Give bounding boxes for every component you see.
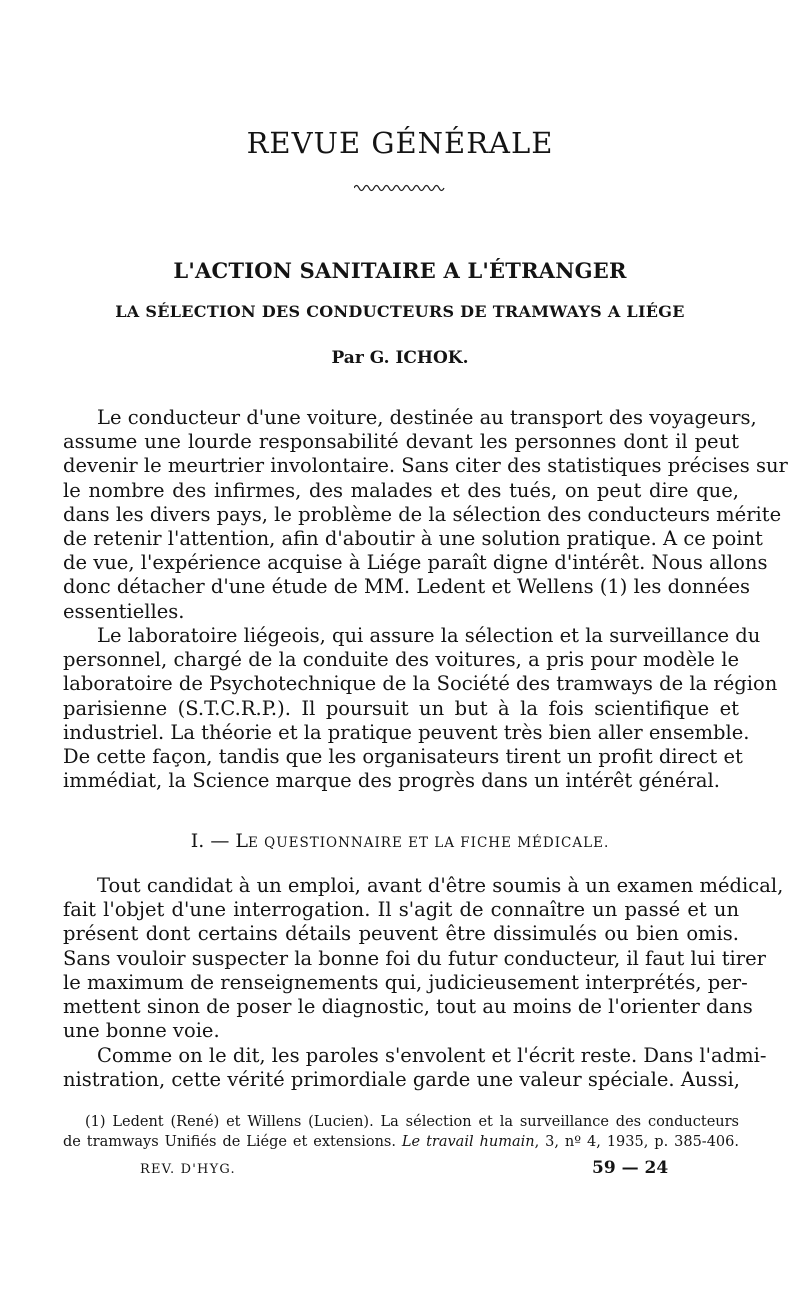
- footnote-line: (1) Ledent (René) et Willens (Lucien). La sélection et la surveillance des conducteurs: [85, 1114, 739, 1130]
- text-line: immédiat, la Science marque des progrès dans un intérêt général.: [63, 769, 720, 793]
- text-line: assume une lourde responsabilité devant les personnes dont il peut: [63, 430, 739, 454]
- text-line: nistration, cette vérité primordiale garde une valeur spéciale. Aussi,: [63, 1068, 740, 1092]
- text-line: présent dont certains détails peuvent être dissimulés ou bien omis.: [63, 922, 739, 946]
- section-number: I. —: [190, 830, 236, 852]
- text-line: devenir le meurtrier involontaire. Sans citer des statistiques précises sur: [63, 454, 788, 478]
- footer-page-signature: 59 — 24: [592, 1158, 669, 1178]
- section-heading: [0, 830, 800, 852]
- article-title: L'ACTION SANITAIRE A L'ÉTRANGER: [173, 258, 627, 283]
- footer-journal-abbrev: REV. D'HYG.: [140, 1162, 236, 1177]
- paragraph-3: [63, 874, 784, 1043]
- footnote-line: [63, 1132, 739, 1152]
- decorative-squiggle: [354, 182, 446, 192]
- text-line: de vue, l'expérience acquise à Liége paraît digne d'intérêt. Nous allons: [63, 551, 768, 575]
- text-line: parisienne (S.T.C.R.P.). Il poursuit un but à la fois scientifique et: [63, 696, 739, 720]
- text-line: fait l'objet d'une interrogation. Il s'agit de connaître un passé et un: [63, 898, 739, 922]
- paragraph-2: [63, 624, 778, 793]
- text-line: Sans vouloir suspecter la bonne foi du futur conducteur, il faut lui tirer: [63, 946, 766, 970]
- text-line: Le conducteur d'une voiture, destinée au transport des voyageurs,: [97, 406, 757, 429]
- paragraph-1: [63, 406, 788, 624]
- text-line: une bonne voie.: [63, 1019, 220, 1043]
- text-line: industriel. La théorie et la pratique peuvent très bien aller ensemble.: [63, 720, 750, 744]
- section-initial: L: [235, 830, 248, 852]
- text-line: De cette façon, tandis que les organisateurs tirent un profit direct et: [63, 744, 743, 768]
- article-author: Par G. ICHOK.: [331, 348, 469, 368]
- text-line: dans les divers pays, le problème de la sélection des conducteurs mérite: [63, 502, 782, 526]
- text-line: de retenir l'attention, afin d'aboutir à une solution pratique. A ce point: [63, 526, 763, 550]
- text-line: laboratoire de Psychotechnique de la Société des tramways de la région: [63, 672, 778, 696]
- text-line: Tout candidat à un emploi, avant d'être soumis à un examen médical,: [97, 874, 784, 897]
- text-line: donc détacher d'une étude de MM. Ledent et Wellens (1) les données: [63, 575, 751, 599]
- text-line: mettent sinon de poser le diagnostic, tout au moins de l'orienter dans: [63, 994, 753, 1018]
- footnote-journal-title: Le travail humain: [401, 1134, 535, 1150]
- article-subtitle: LA SÉLECTION DES CONDUCTEURS DE TRAMWAYS A LIÉGE: [115, 302, 685, 321]
- text-line: essentielles.: [63, 599, 185, 623]
- footnote: [63, 1112, 739, 1152]
- footnote-citation: , 3, nº 4, 1935, p. 385-406.: [534, 1134, 739, 1150]
- journal-section-title: REVUE GÉNÉRALE: [246, 126, 554, 160]
- text-line: personnel, chargé de la conduite des voitures, a pris pour modèle le: [63, 648, 739, 672]
- text-line: le maximum de renseignements qui, judicieusement interprétés, per-: [63, 970, 748, 994]
- text-line: le nombre des infirmes, des malades et des tués, on peut dire que,: [63, 478, 739, 502]
- footnote-text: de tramways Unifiés de Liége et extensions.: [63, 1134, 402, 1150]
- section-title-smallcaps: E QUESTIONNAIRE ET LA FICHE MÉDICALE.: [248, 835, 610, 851]
- text-line: Le laboratoire liégeois, qui assure la sélection et la surveillance du: [97, 624, 761, 647]
- text-line: Comme on le dit, les paroles s'envolent et l'écrit reste. Dans l'admi-: [97, 1044, 767, 1067]
- paragraph-4: [63, 1044, 767, 1092]
